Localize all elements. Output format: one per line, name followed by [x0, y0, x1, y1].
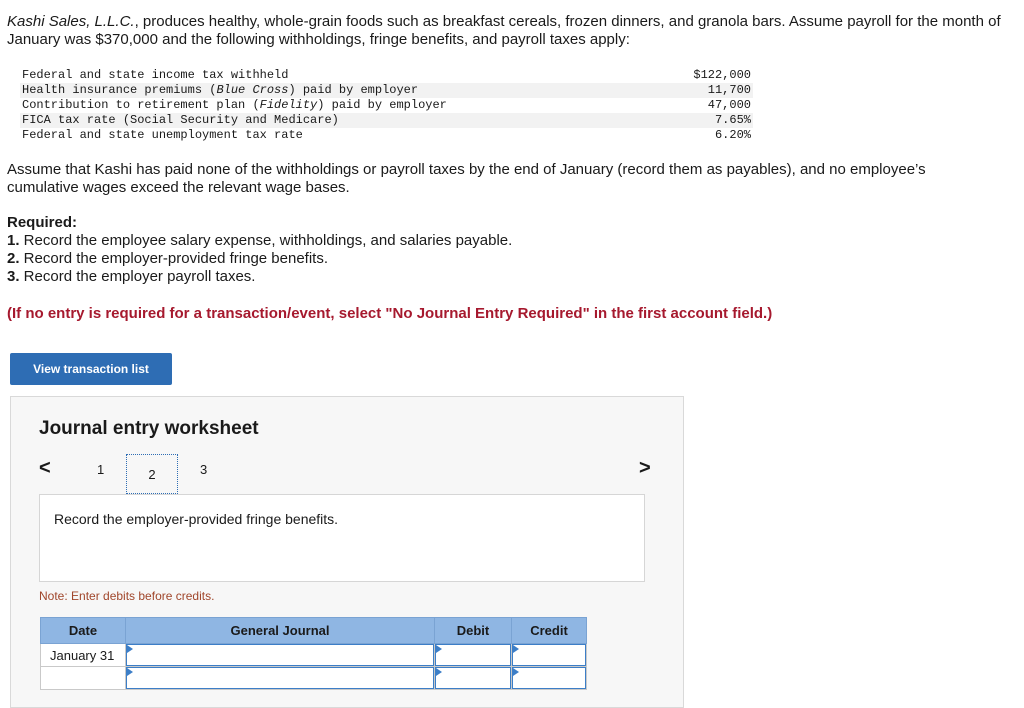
- data-label: FICA tax rate (Social Security and Medicare): [22, 113, 339, 127]
- page-2-tab[interactable]: 2: [126, 454, 178, 494]
- data-row: [20, 68, 753, 83]
- data-value: 11,700: [707, 83, 751, 97]
- data-row: [20, 113, 753, 128]
- transaction-description: Record the employer-provided fringe benefits.: [54, 511, 339, 527]
- data-row: [20, 98, 753, 113]
- data-label: Health insurance premiums (: [22, 83, 217, 97]
- data-label: Federal and state income tax withheld: [22, 68, 289, 82]
- page-3-tab[interactable]: 3: [200, 462, 208, 477]
- view-transaction-list-button[interactable]: View transaction list: [10, 353, 172, 385]
- data-label-post: ) paid by employer: [288, 83, 419, 97]
- chevron-left-icon[interactable]: <: [39, 457, 51, 479]
- data-label-post: ) paid by employer: [317, 98, 447, 112]
- account-cell[interactable]: [126, 644, 435, 667]
- data-row: [20, 128, 753, 143]
- credit-input[interactable]: [512, 644, 586, 666]
- required-title: Required:: [7, 214, 78, 231]
- debit-cell[interactable]: [435, 667, 512, 690]
- required-item: 3. Record the employer payroll taxes.: [7, 268, 256, 285]
- data-label-em: Blue Cross: [216, 83, 289, 97]
- transaction-description-box: [39, 494, 645, 582]
- date-cell: [41, 667, 126, 690]
- debit-cell[interactable]: [435, 644, 512, 667]
- credit-cell[interactable]: [512, 644, 587, 667]
- data-value: 7.65%: [714, 113, 751, 127]
- data-label: Contribution to retirement plan (: [22, 98, 260, 112]
- required-item: 2. Record the employer-provided fringe benefits.: [7, 250, 329, 267]
- data-value: $122,000: [693, 68, 751, 82]
- account-input[interactable]: [126, 644, 434, 666]
- required-item: 1. Record the employee salary expense, withholdings, and salaries payable.: [7, 232, 513, 249]
- data-value: 47,000: [707, 98, 751, 112]
- credit-input[interactable]: [512, 667, 586, 689]
- company-name: Kashi Sales, L.L.C.: [7, 13, 135, 30]
- column-header-general-journal: General Journal: [126, 618, 435, 644]
- required-section: [7, 214, 512, 286]
- account-input[interactable]: [126, 667, 434, 689]
- date-cell: January 31: [41, 644, 126, 667]
- table-row: [41, 644, 587, 667]
- account-cell[interactable]: [126, 667, 435, 690]
- problem-intro: [7, 13, 1007, 49]
- debit-input[interactable]: [435, 667, 511, 689]
- journal-entry-worksheet: [10, 396, 684, 708]
- debit-input[interactable]: [435, 644, 511, 666]
- payroll-data-table: [20, 68, 753, 143]
- data-label: Federal and state unemployment tax rate: [22, 128, 303, 142]
- entry-note: Note: Enter debits before credits.: [39, 589, 215, 603]
- no-entry-warning: (If no entry is required for a transaction/event, select "No Journal Entry Required" in the first account field.): [7, 305, 773, 322]
- data-value: 6.20%: [714, 128, 751, 142]
- worksheet-title: Journal entry worksheet: [39, 418, 259, 439]
- column-header-credit: Credit: [512, 618, 587, 644]
- journal-table: [40, 617, 587, 690]
- page-1-tab[interactable]: 1: [97, 462, 105, 477]
- assumption-text: Assume that Kashi has paid none of the withholdings or payroll taxes by the end of January (record them as payables), and no employee’s cumulative wages exceed the relevant wage bases.: [7, 161, 926, 196]
- credit-cell[interactable]: [512, 667, 587, 690]
- column-header-date: Date: [41, 618, 126, 644]
- table-row: [41, 667, 587, 690]
- column-header-debit: Debit: [435, 618, 512, 644]
- journal-header-row: [41, 618, 587, 644]
- data-row: [20, 83, 753, 98]
- data-label-em: Fidelity: [259, 98, 318, 112]
- chevron-right-icon[interactable]: >: [639, 457, 651, 479]
- intro-text: , produces healthy, whole-grain foods such as breakfast cereals, frozen dinners, and granola bars. Assume payroll for the month of January was $370,000 and the following withholdings, fringe benefits, and payroll taxes apply:: [7, 13, 1001, 48]
